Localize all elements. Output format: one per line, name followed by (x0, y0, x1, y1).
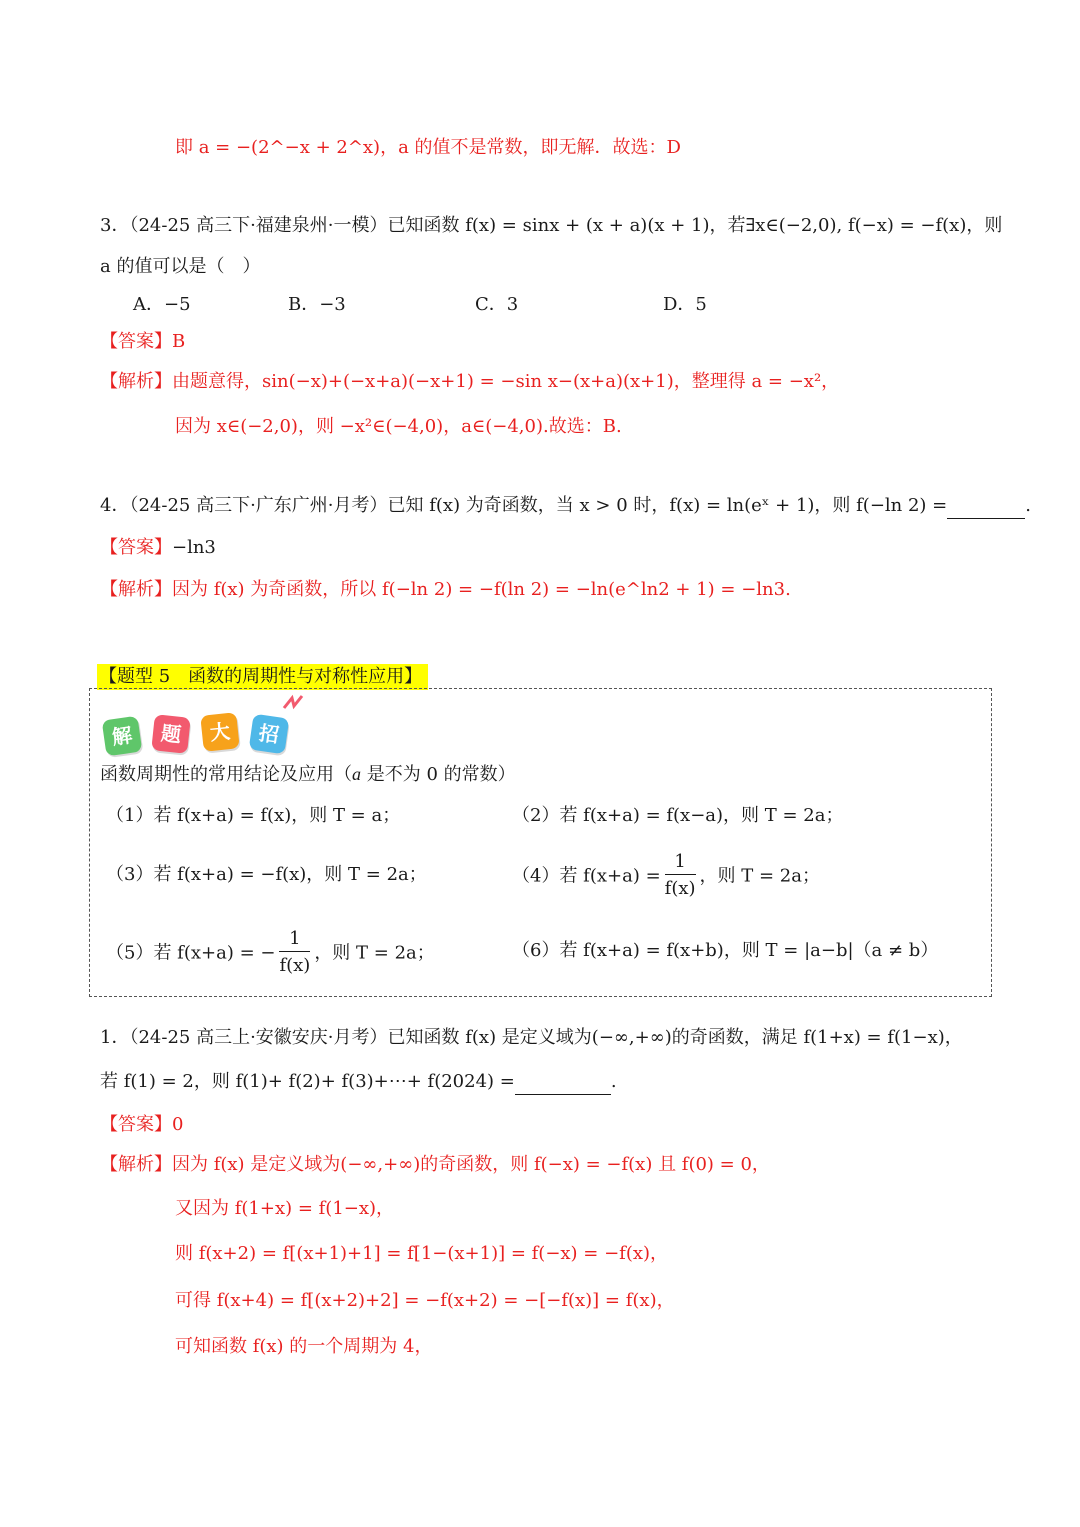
badge-zhao: 招 (249, 714, 290, 755)
q1-analysis-line4: 可得 f(x+4) = f[(x+2)+2] = −f(x+2) = −[−f(x)] = f(x)， (175, 1290, 675, 1311)
q1-stem-line2: 若 f(1) = 2，则 f(1)+ f(2)+ f(3)+⋯+ f(2024) = (100, 1071, 515, 1092)
sparkle-icon (282, 694, 304, 712)
q3-answer: B (172, 331, 186, 352)
q1-answer-row (100, 1113, 183, 1137)
q3-stem-line2: a 的值可以是（ ） (100, 256, 261, 277)
q1-analysis-tag: 【解析】 (100, 1154, 172, 1175)
badge-da: 大 (200, 712, 240, 752)
prev-solution-line: 即 a = −(2^−x + 2^x)，a 的值不是常数，即无解．故选：D (175, 137, 681, 158)
q1-stem-end: . (610, 1071, 617, 1092)
q4-stem-end: . (1025, 495, 1031, 516)
badge-jie: 解 (102, 716, 143, 757)
tip-item-1: （1）若 f(x+a) = f(x)，则 T = a； (106, 805, 401, 826)
item4-frac-den: f(x) (664, 878, 696, 899)
item5-frac-den: f(x) (279, 955, 311, 976)
q1-analysis-line1: 因为 f(x) 是定义域为(−∞,+∞)的奇函数，则 f(−x) = −f(x) 且 f(0) = 0， (172, 1154, 770, 1175)
q3-option-c: C．3 (475, 294, 519, 315)
q3-analysis-line1: 由题意得，sin(−x)+(−x+a)(−x+1) = −sin x−(x+a)(x+1)，整理得 a = −x²， (172, 371, 840, 392)
q1-analysis-line5: 可知函数 f(x) 的一个周期为 4， (175, 1336, 433, 1357)
item5-frac-num: 1 (279, 927, 310, 952)
q1-stem-line1: 1．（24-25 高三上·安徽安庆·月考）已知函数 f(x) 是定义域为(−∞,+∞)的奇函数，满足 f(1+x) = f(1−x)， (100, 1027, 963, 1048)
q3-answer-row (100, 330, 185, 354)
q1-answer-tag: 【答案】 (100, 1114, 172, 1135)
item4-frac-num: 1 (665, 850, 696, 875)
q3-answer-tag: 【答案】 (100, 331, 172, 352)
q1-answer: 0 (172, 1114, 184, 1135)
q1-stem-row2 (100, 1070, 617, 1095)
q4-answer-blank (947, 494, 1025, 519)
q3-option-d: D．5 (663, 294, 707, 315)
tip-item-4: （4）若 f(x+a) = $\frac{1}{f(x)}$ ，则 T = 2a； (512, 850, 820, 903)
q1-analysis-line3: 则 f(x+2) = f[(x+1)+1] = f[1−(x+1)] = f(−x) = −f(x)， (175, 1243, 669, 1264)
tip-item-2: （2）若 f(x+a) = f(x−a)，则 T = 2a； (512, 805, 844, 826)
q3-option-a: A．−5 (133, 294, 191, 315)
q4-answer: −ln3 (172, 537, 216, 558)
q3-analysis-line2: 因为 x∈(−2,0)，则 −x²∈(−4,0)，a∈(−4,0).故选：B. (175, 416, 622, 437)
q3-stem-line1: 3．（24-25 高三下·福建泉州·一模）已知函数 f(x) = sinx + (x + a)(x + 1)，若∃x∈(−2,0), f(−x) = −f(x)，则 (100, 215, 1003, 236)
section-banner: 【题型 5 函数的周期性与对称性应用】 (97, 664, 428, 690)
q4-analysis-row (100, 578, 791, 602)
q3-analysis-row (100, 370, 839, 394)
q1-analysis-line2: 又因为 f(1+x) = f(1−x)， (175, 1198, 395, 1219)
tip-item-6: （6）若 f(x+a) = f(x+b)，则 T = |a−b|（a ≠ b） (512, 940, 939, 961)
q4-answer-row (100, 536, 216, 560)
q4-stem-row (100, 494, 1031, 519)
q4-answer-tag: 【答案】 (100, 537, 172, 558)
q3-analysis-tag: 【解析】 (100, 371, 172, 392)
badge-ti: 题 (151, 714, 191, 754)
q4-stem: 4．（24-25 高三下·广东广州·月考）已知 f(x) 为奇函数，当 x > 0 时，f(x) = ln(eˣ + 1)，则 f(−ln 2) = (100, 495, 948, 516)
tip-item-5: （5）若 f(x+a) = − $\frac{1}{f(x)}$ ，则 T = 2a； (106, 927, 435, 980)
q1-answer-blank (515, 1070, 611, 1095)
tip-item-3: （3）若 f(x+a) = −f(x)，则 T = 2a； (106, 864, 427, 885)
q4-analysis: 因为 f(x) 为奇函数，所以 f(−ln 2) = −f(ln 2) = −ln(e^ln2 + 1) = −ln3. (172, 579, 791, 600)
q1-analysis-row (100, 1153, 770, 1177)
q4-analysis-tag: 【解析】 (100, 579, 172, 600)
q3-option-b: B．−3 (288, 294, 346, 315)
tip-intro: 函数周期性的常用结论及应用（a 是不为 0 的常数） (100, 764, 516, 785)
